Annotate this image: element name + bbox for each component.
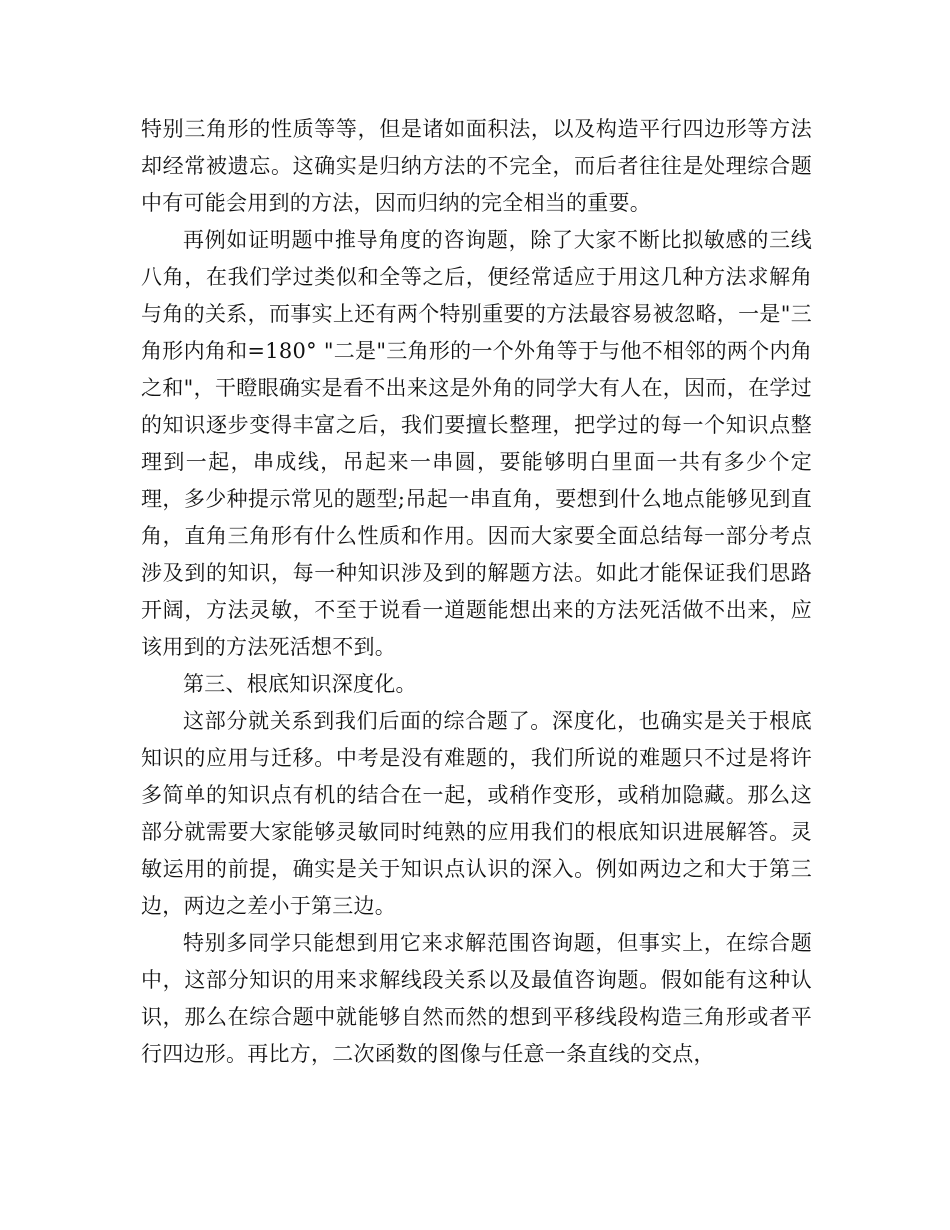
- section-heading: 第三、根底知识深度化。: [183, 672, 417, 696]
- document-page: [141, 111, 812, 1073]
- paragraph-1: 特别三角形的性质等等，但是诸如面积法，以及构造平行四边形等方法却经常被遗忘。这确实是归纳方法的不完全，而后者往往是处理综合题中有可能会用到的方法，因而归纳的完全相当的重要。: [141, 117, 812, 215]
- paragraph-4: 这部分就关系到我们后面的综合题了。深度化，也确实是关于根底知识的应用与迁移。中考是没有难题的，我们所说的难题只不过是将许多简单的知识点有机的结合在一起，或稍作变形，或稍加隐藏。那么这部分就需要大家能够灵敏同时纯熟的应用我们的根底知识进展解答。灵敏运用的前提，确实是关于知识点认识的深入。例如两边之和大于第三边，两边之差小于第三边。: [141, 709, 812, 918]
- paragraph-5: 特别多同学只能想到用它来求解范围咨询题，但事实上，在综合题中，这部分知识的用来求解线段关系以及最值咨询题。假如能有这种认识，那么在综合题中就能够自然而然的想到平移线段构造三角形或者平行四边形。再比方，二次函数的图像与任意一条直线的交点，: [141, 931, 812, 1066]
- paragraph-2: 再例如证明题中推导角度的咨询题，除了大家不断比拟敏感的三线八角，在我们学过类似和全等之后，便经常适应于用这几种方法求解角与角的关系，而事实上还有两个特别重要的方法最容易被忽略，一是"三角形内角和=180° "二是"三角形的一个外角等于与他不相邻的两个内角之和"，干瞪眼确实是看不出来这是外角的同学大有人在，因而，在学过的知识逐步变得丰富之后，我们要擅长整理，把学过的每一个知识点整理到一起，串成线，吊起来一串圆，要能够明白里面一共有多少个定理，多少种提示常见的题型;吊起一串直角，要想到什么地点能够见到直角，直角三角形有什么性质和作用。因而大家要全面总结每一部分考点涉及到的知识，每一种知识涉及到的解题方法。如此才能保证我们思路开阔，方法灵敏，不至于说看一道题能想出来的方法死活做不出来，应该用到的方法死活想不到。: [141, 228, 812, 659]
